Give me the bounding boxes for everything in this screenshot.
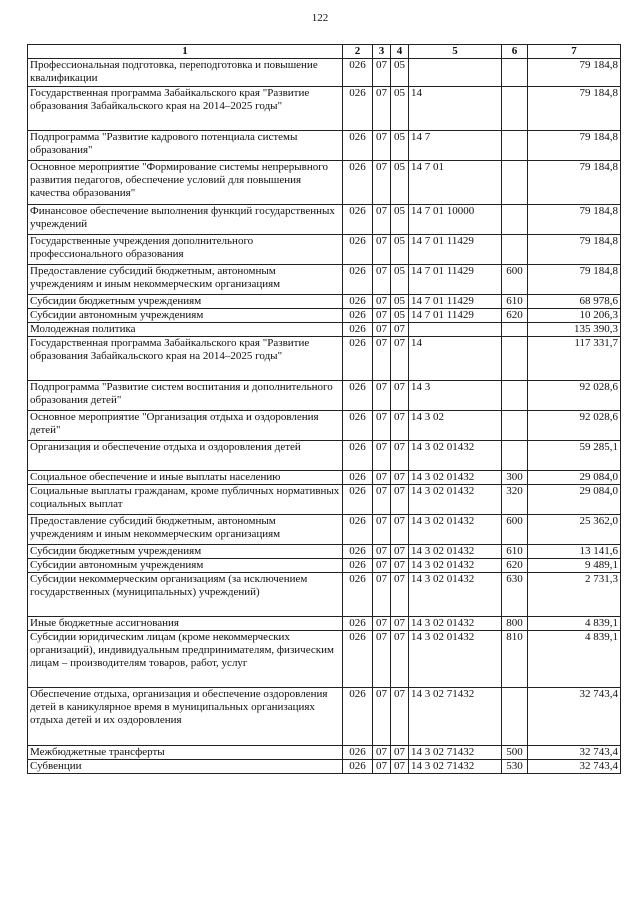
table-row: [28, 381, 621, 411]
cell-c2: 026: [343, 760, 373, 774]
cell-c4: 05: [391, 295, 409, 309]
cell-c3: 07: [373, 295, 391, 309]
cell-c5: 14 3 02 01432: [409, 485, 502, 515]
cell-c2: 026: [343, 545, 373, 559]
cell-c2: 026: [343, 265, 373, 295]
cell-c2: 026: [343, 131, 373, 161]
cell-c4: 07: [391, 617, 409, 631]
cell-c6: 530: [502, 760, 528, 774]
table-row: [28, 337, 621, 381]
cell-c6: 630: [502, 573, 528, 617]
cell-c2: 026: [343, 87, 373, 131]
cell-c4: 07: [391, 688, 409, 746]
cell-c2: 026: [343, 381, 373, 411]
cell-c3: 07: [373, 265, 391, 295]
cell-c6: 620: [502, 309, 528, 323]
cell-c6: 300: [502, 471, 528, 485]
cell-c6: [502, 161, 528, 205]
cell-c4: 05: [391, 235, 409, 265]
cell-c5: 14 7 01 10000: [409, 205, 502, 235]
cell-c3: 07: [373, 323, 391, 337]
cell-c5: 14 3 02 71432: [409, 746, 502, 760]
cell-c4: 05: [391, 87, 409, 131]
cell-c3: 07: [373, 515, 391, 545]
cell-c2: 026: [343, 559, 373, 573]
cell-c6: 800: [502, 617, 528, 631]
cell-name: Молодежная политика: [28, 323, 343, 337]
header-cell: 4: [391, 45, 409, 59]
cell-amount: 79 184,8: [528, 59, 621, 87]
cell-c2: 026: [343, 573, 373, 617]
cell-c5: 14 3 02 01432: [409, 617, 502, 631]
header-cell: 3: [373, 45, 391, 59]
cell-c2: 026: [343, 746, 373, 760]
cell-c5: 14 7 01: [409, 161, 502, 205]
cell-amount: 25 362,0: [528, 515, 621, 545]
cell-name: Субсидии бюджетным учреждениям: [28, 545, 343, 559]
cell-c5: 14 7 01 11429: [409, 295, 502, 309]
cell-c6: 500: [502, 746, 528, 760]
cell-c4: 05: [391, 59, 409, 87]
cell-c3: 07: [373, 59, 391, 87]
cell-amount: 79 184,8: [528, 235, 621, 265]
cell-name: Государственная программа Забайкальского края "Развитие образования Забайкальского края на 2014–2025 годы": [28, 87, 343, 131]
cell-c3: 07: [373, 471, 391, 485]
cell-c2: 026: [343, 59, 373, 87]
cell-c3: 07: [373, 573, 391, 617]
cell-c3: 07: [373, 235, 391, 265]
cell-c3: 07: [373, 441, 391, 471]
cell-amount: 79 184,8: [528, 265, 621, 295]
cell-c5: [409, 59, 502, 87]
cell-c6: 600: [502, 515, 528, 545]
cell-amount: 10 206,3: [528, 309, 621, 323]
cell-amount: 117 331,7: [528, 337, 621, 381]
cell-c2: 026: [343, 617, 373, 631]
cell-name: Основное мероприятие "Организация отдыха и оздоровления детей": [28, 411, 343, 441]
cell-c4: 07: [391, 559, 409, 573]
table-row: [28, 205, 621, 235]
cell-c6: 810: [502, 631, 528, 688]
cell-c4: 07: [391, 545, 409, 559]
table-row: [28, 471, 621, 485]
cell-c4: 07: [391, 631, 409, 688]
table-row: [28, 87, 621, 131]
cell-name: Государственная программа Забайкальского края "Развитие образования Забайкальского края на 2014–2025 годы": [28, 337, 343, 381]
cell-c2: 026: [343, 337, 373, 381]
table-row: [28, 59, 621, 87]
cell-amount: 79 184,8: [528, 131, 621, 161]
cell-amount: 29 084,0: [528, 471, 621, 485]
cell-name: Предоставление субсидий бюджетным, автономным учреждениям и иным некоммерческим организациям: [28, 265, 343, 295]
cell-c6: [502, 688, 528, 746]
cell-name: Межбюджетные трансферты: [28, 746, 343, 760]
cell-c6: [502, 235, 528, 265]
cell-name: Субвенции: [28, 760, 343, 774]
cell-c4: 07: [391, 760, 409, 774]
cell-c2: 026: [343, 295, 373, 309]
cell-c5: [409, 323, 502, 337]
cell-c5: 14: [409, 337, 502, 381]
table-row: [28, 688, 621, 746]
cell-c6: [502, 59, 528, 87]
table-row: [28, 631, 621, 688]
cell-amount: 79 184,8: [528, 87, 621, 131]
cell-c6: [502, 131, 528, 161]
header-cell: 1: [28, 45, 343, 59]
cell-c3: 07: [373, 161, 391, 205]
cell-c2: 026: [343, 323, 373, 337]
cell-amount: 79 184,8: [528, 205, 621, 235]
cell-amount: 13 141,6: [528, 545, 621, 559]
cell-name: Субсидии автономным учреждениям: [28, 559, 343, 573]
table-row: [28, 545, 621, 559]
table-row: [28, 760, 621, 774]
cell-c6: [502, 381, 528, 411]
cell-amount: 68 978,6: [528, 295, 621, 309]
cell-c5: 14 3 02 01432: [409, 441, 502, 471]
cell-c5: 14 3 02 71432: [409, 688, 502, 746]
header-cell: 2: [343, 45, 373, 59]
cell-c2: 026: [343, 411, 373, 441]
cell-name: Государственные учреждения дополнительного профессионального образования: [28, 235, 343, 265]
cell-amount: 9 489,1: [528, 559, 621, 573]
cell-c4: 07: [391, 471, 409, 485]
cell-c5: 14 3 02 01432: [409, 545, 502, 559]
cell-name: Субсидии некоммерческим организациям (за исключением государственных (муниципальных) учреждений): [28, 573, 343, 617]
cell-c4: 07: [391, 515, 409, 545]
cell-c2: 026: [343, 515, 373, 545]
cell-c5: 14 3 02 01432: [409, 559, 502, 573]
table-row: [28, 265, 621, 295]
cell-c6: [502, 337, 528, 381]
cell-c3: 07: [373, 309, 391, 323]
budget-table: [27, 44, 621, 774]
cell-c5: 14 7: [409, 131, 502, 161]
cell-name: Иные бюджетные ассигнования: [28, 617, 343, 631]
table-row: [28, 559, 621, 573]
header-row: [28, 45, 621, 59]
cell-c5: 14 3 02 01432: [409, 471, 502, 485]
cell-name: Основное мероприятие "Формирование системы непрерывного развития педагогов, обеспечение условий для повышения качества образования": [28, 161, 343, 205]
table-row: [28, 746, 621, 760]
cell-c5: 14 3 02: [409, 411, 502, 441]
cell-c5: 14 3: [409, 381, 502, 411]
cell-name: Предоставление субсидий бюджетным, автономным учреждениям и иным некоммерческим организациям: [28, 515, 343, 545]
table-row: [28, 411, 621, 441]
cell-c6: [502, 205, 528, 235]
header-cell: 6: [502, 45, 528, 59]
cell-name: Организация и обеспечение отдыха и оздоровления детей: [28, 441, 343, 471]
cell-amount: 135 390,3: [528, 323, 621, 337]
cell-amount: 2 731,3: [528, 573, 621, 617]
table-row: [28, 161, 621, 205]
table-row: [28, 441, 621, 471]
header-cell: 7: [528, 45, 621, 59]
cell-name: Социальные выплаты гражданам, кроме публичных нормативных социальных выплат: [28, 485, 343, 515]
cell-c3: 07: [373, 688, 391, 746]
cell-c2: 026: [343, 485, 373, 515]
cell-c4: 07: [391, 411, 409, 441]
table-row: [28, 235, 621, 265]
cell-c4: 07: [391, 573, 409, 617]
cell-c3: 07: [373, 760, 391, 774]
cell-c6: 610: [502, 295, 528, 309]
cell-c3: 07: [373, 411, 391, 441]
cell-amount: 32 743,4: [528, 688, 621, 746]
cell-c5: 14 7 01 11429: [409, 309, 502, 323]
table-row: [28, 131, 621, 161]
cell-amount: 92 028,6: [528, 411, 621, 441]
cell-c3: 07: [373, 617, 391, 631]
cell-c3: 07: [373, 559, 391, 573]
cell-c3: 07: [373, 205, 391, 235]
cell-c3: 07: [373, 631, 391, 688]
cell-c6: 620: [502, 559, 528, 573]
cell-amount: 4 839,1: [528, 631, 621, 688]
cell-c6: 610: [502, 545, 528, 559]
table-row: [28, 515, 621, 545]
cell-c6: 320: [502, 485, 528, 515]
cell-c5: 14: [409, 87, 502, 131]
table-row: [28, 309, 621, 323]
cell-amount: 59 285,1: [528, 441, 621, 471]
cell-c6: [502, 323, 528, 337]
cell-name: Подпрограмма "Развитие кадрового потенциала системы образования": [28, 131, 343, 161]
cell-name: Субсидии бюджетным учреждениям: [28, 295, 343, 309]
cell-c5: 14 3 02 71432: [409, 760, 502, 774]
cell-c3: 07: [373, 545, 391, 559]
cell-c3: 07: [373, 131, 391, 161]
cell-amount: 4 839,1: [528, 617, 621, 631]
cell-c2: 026: [343, 471, 373, 485]
table-row: [28, 485, 621, 515]
cell-c2: 026: [343, 309, 373, 323]
cell-c3: 07: [373, 485, 391, 515]
cell-c4: 07: [391, 323, 409, 337]
cell-amount: 92 028,6: [528, 381, 621, 411]
table-row: [28, 617, 621, 631]
cell-c4: 07: [391, 746, 409, 760]
cell-c5: 14 3 02 01432: [409, 515, 502, 545]
cell-c6: [502, 441, 528, 471]
cell-c6: 600: [502, 265, 528, 295]
cell-c2: 026: [343, 205, 373, 235]
table-row: [28, 295, 621, 309]
cell-c5: 14 7 01 11429: [409, 235, 502, 265]
cell-c2: 026: [343, 235, 373, 265]
cell-name: Обеспечение отдыха, организация и обеспечение оздоровления детей в каникулярное время в муниципальных организациях отдыха детей и их оздоровления: [28, 688, 343, 746]
cell-c4: 07: [391, 441, 409, 471]
cell-c5: 14 3 02 01432: [409, 631, 502, 688]
cell-amount: 79 184,8: [528, 161, 621, 205]
cell-c4: 05: [391, 161, 409, 205]
cell-c2: 026: [343, 688, 373, 746]
cell-name: Субсидии автономным учреждениям: [28, 309, 343, 323]
cell-c4: 05: [391, 309, 409, 323]
cell-name: Профессиональная подготовка, переподготовка и повышение квалификации: [28, 59, 343, 87]
cell-c6: [502, 411, 528, 441]
table-row: [28, 323, 621, 337]
cell-c3: 07: [373, 746, 391, 760]
cell-c4: 05: [391, 265, 409, 295]
table-row: [28, 573, 621, 617]
cell-amount: 32 743,4: [528, 746, 621, 760]
cell-c4: 05: [391, 131, 409, 161]
cell-amount: 29 084,0: [528, 485, 621, 515]
cell-c5: 14 3 02 01432: [409, 573, 502, 617]
cell-c4: 07: [391, 337, 409, 381]
cell-c2: 026: [343, 631, 373, 688]
cell-c6: [502, 87, 528, 131]
header-cell: 5: [409, 45, 502, 59]
cell-name: Социальное обеспечение и иные выплаты населению: [28, 471, 343, 485]
cell-c4: 07: [391, 381, 409, 411]
page-number: 122: [311, 12, 329, 24]
cell-c2: 026: [343, 441, 373, 471]
cell-c3: 07: [373, 381, 391, 411]
cell-c3: 07: [373, 87, 391, 131]
cell-c4: 07: [391, 485, 409, 515]
cell-c4: 05: [391, 205, 409, 235]
cell-c5: 14 7 01 11429: [409, 265, 502, 295]
cell-name: Субсидии юридическим лицам (кроме некоммерческих организаций), индивидуальным предпринимателям, физическим лицам – производителям товаров, работ, услуг: [28, 631, 343, 688]
cell-c2: 026: [343, 161, 373, 205]
cell-name: Финансовое обеспечение выполнения функций государственных учреждений: [28, 205, 343, 235]
cell-name: Подпрограмма "Развитие систем воспитания и дополнительного образования детей": [28, 381, 343, 411]
cell-amount: 32 743,4: [528, 760, 621, 774]
cell-c3: 07: [373, 337, 391, 381]
